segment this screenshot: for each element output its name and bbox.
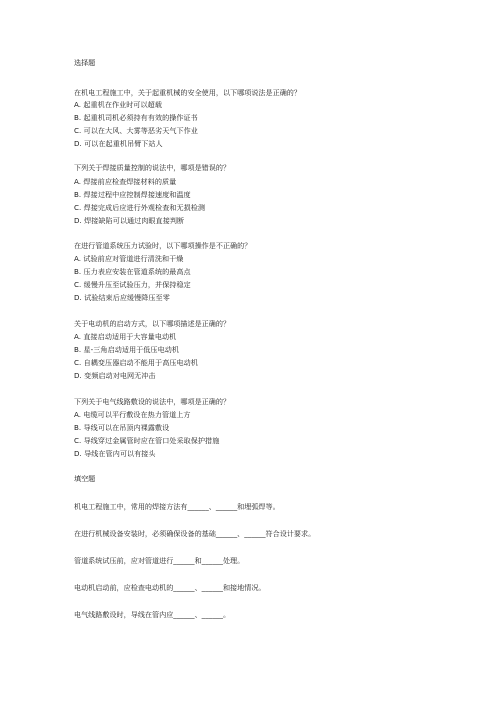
- fill-question-3: 管道系统试压前，应对管道进行______和______处理。: [74, 556, 245, 565]
- question-2-option-a: A. 焊接前应检查焊接材料的质量: [74, 177, 177, 186]
- question-1-stem: 在机电工程施工中，关于起重机械的安全使用，以下哪项说法是正确的？: [74, 88, 301, 97]
- question-5-option-a: A. 电缆可以平行敷设在热力管道上方: [74, 410, 191, 419]
- question-2-option-b: B. 焊接过程中应控制焊接速度和温度: [74, 190, 191, 199]
- question-5-stem: 下列关于电气线路敷设的说法中，哪项是正确的？: [74, 397, 231, 406]
- fill-question-5: 电气线路敷设时，导线在管内应______、______。: [74, 610, 231, 619]
- question-5-option-b: B. 导线可以在吊顶内裸露敷设: [74, 423, 170, 432]
- question-1-option-d: D. 可以在起重机吊臂下站人: [74, 139, 163, 148]
- question-3-option-b: B. 压力表应安装在管道系统的最高点: [74, 267, 191, 276]
- question-4-option-b: B. 星-三角启动适用于低压电动机: [74, 345, 180, 354]
- question-4-stem: 关于电动机的启动方式，以下哪项描述是正确的？: [74, 319, 231, 328]
- section-heading-fill: 填空题: [74, 474, 96, 483]
- question-3-option-a: A. 试验前应对管道进行清洗和干燥: [74, 254, 184, 263]
- question-4-option-a: A. 直接启动适用于大容量电动机: [74, 332, 177, 341]
- section-heading-choice: 选择题: [74, 58, 96, 67]
- question-2-option-c: C. 焊接完成后应进行外观检查和无损检测: [74, 203, 206, 212]
- question-1-option-a: A. 起重机在作业时可以超载: [74, 100, 162, 109]
- question-4-option-c: C. 自耦变压器启动不能用于高压电动机: [74, 358, 198, 367]
- question-1-option-b: B. 起重机司机必须持有有效的操作证书: [74, 113, 198, 122]
- question-5-option-c: C. 导线穿过金属管时应在管口处采取保护措施: [74, 436, 220, 445]
- fill-question-2: 在进行机械设备安装时，必须确保设备的基础______、______符合设计要求。: [74, 529, 316, 538]
- fill-question-1: 机电工程施工中，常用的焊接方法有______、______和埋弧焊等。: [74, 502, 280, 511]
- question-2-stem: 下列关于焊接质量控制的说法中，哪项是错误的？: [74, 163, 231, 172]
- question-1-option-c: C. 可以在大风、大雾等恶劣天气下作业: [74, 126, 198, 135]
- question-3-option-d: D. 试验结束后应缓慢降压至零: [74, 293, 170, 302]
- question-3-option-c: C. 缓慢升压至试验压力，并保持稳定: [74, 280, 191, 289]
- question-2-option-d: D. 焊接缺陷可以通过肉眼直接判断: [74, 216, 185, 225]
- fill-question-4: 电动机启动前，应检查电动机的______、______和接地情况。: [74, 583, 266, 592]
- question-5-option-d: D. 导线在管内可以有接头: [74, 449, 156, 458]
- question-4-option-d: D. 变频启动对电网无冲击: [74, 371, 156, 380]
- question-3-stem: 在进行管道系统压力试验时，以下哪项操作是不正确的？: [74, 241, 252, 250]
